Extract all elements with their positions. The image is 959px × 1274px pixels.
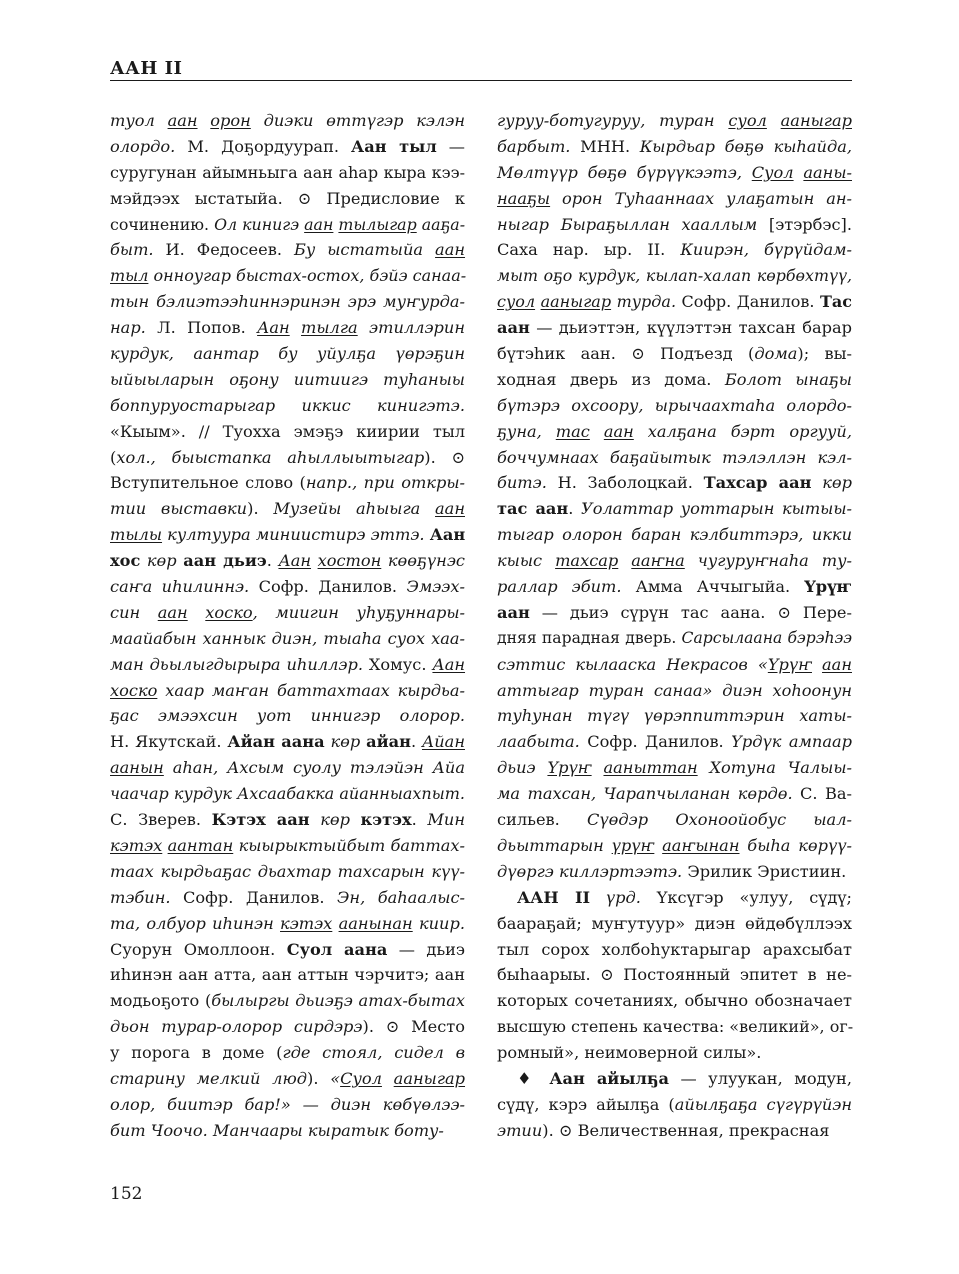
header-rule	[110, 80, 852, 81]
text-line: быһаарыы. ⊙ Постоянный эпитет в не-	[497, 965, 852, 985]
text-line: бүтэрэ охсоору, ырычаахтаһа олордо-	[497, 395, 852, 415]
text-line: тас аан. Уолаттар уоттарын кытыы-	[497, 499, 853, 519]
text-line: ходная дверь из дома. Болот ынаҕы	[497, 369, 852, 389]
text-line: барбыт. МНН. Кырдьар бөҕө кыһайда,	[497, 136, 852, 156]
text-line: суругунан айымньыга аан аһар кыра кээ-	[110, 162, 465, 182]
text-line: кыыс тахсар ааҥна чугуруҥнаһа ту-	[497, 551, 852, 571]
text-line: старину мелкий люд). «Суол ааныгар	[110, 1068, 466, 1088]
text-line: туол аан орон диэки өттүгэр кэлэн	[110, 111, 465, 130]
text-line: С. Зверев. Кэтэх аан көр кэтэх. Мин	[110, 810, 465, 830]
text-line: бүтэһик аан. ⊙ Подъезд (дома); вы-	[497, 344, 852, 364]
text-line: кэтэх аантан кыырыктыйбыт баттах-	[110, 835, 465, 855]
text-line: (хол., быыстапка аһыллыытыгар). ⊙	[110, 447, 466, 467]
text-line: тын бэлиэтээһиннэринэн эрэ муҥурда-	[110, 292, 465, 312]
text-line: сочинению. Ол кинигэ аан тылыгар ааҕа-	[110, 214, 466, 234]
text-line: ААН II үрд. Үксүгэр «улуу, сүдү;	[517, 887, 852, 907]
text-line: Суорун Омоллоон. Суол аана — дьиэ	[110, 939, 465, 959]
text-line: ма тахсан, Чарапчыланан көрдө. С. Ва-	[497, 784, 852, 804]
text-line: таах кырдьаҕас дьахтар тахсарын күү-	[110, 861, 465, 881]
text-line: ♦ Аан айылҕа — улуукан, модун,	[517, 1068, 852, 1088]
text-line: «Кыым». // Туохха эмэҕэ киирии тыл	[110, 421, 465, 441]
text-line: дьиэ Үрүҥ ааныттан Хотуна Чалыы-	[497, 758, 853, 778]
text-line: син аан хоско, миигин уһуҕуннары-	[110, 602, 465, 622]
left-column	[110, 108, 465, 1144]
text-line: ҕас эмээхсин уот иннигэр олорор.	[110, 706, 465, 726]
text-line: та, олбуор иһинэн кэтэх аанынан киир.	[110, 913, 465, 933]
text-line: боппуруостарыгар иккис кинигэтэ.	[110, 395, 465, 415]
text-line: ыйыыларын оҕону иитиигэ туһаныы	[110, 369, 465, 389]
text-line: тылы култуура миниистирэ эттэ. Аан	[110, 525, 466, 545]
text-line: гуруу-ботугуруу, туран суол ааныгар	[497, 111, 852, 130]
text-line: дьон турар-олорор сирдэрэ). ⊙ Место	[110, 1017, 465, 1037]
text-line: аан — дьиэттэн, күүлэттэн тахсан барар	[497, 318, 852, 338]
page-number: 152	[110, 1184, 143, 1204]
text-line: иһинэн аан атта, аан аттын чэрчитэ; аан	[110, 965, 465, 985]
text-line: которых сочетаниях, обычно обозначает	[497, 991, 852, 1011]
text-line: тыл сорох холбоһуктарыгар арахсыбат	[497, 939, 852, 959]
text-line: дняя парадная дверь. Сарсылаана бэрэһээ	[497, 628, 853, 647]
text-line: курдук, аантар бу уйулҕа үөрэҕин	[110, 344, 465, 364]
text-line: высшую степень качества: «великий», ог-	[497, 1017, 854, 1037]
text-line: мыт оҕо курдук, кылап-халап көрбөхтүү,	[497, 266, 852, 286]
text-line: чаачар курдук Ахсаабакка айанныахпыт.	[110, 784, 465, 804]
text-line: ромный», неимоверной силы».	[497, 1043, 762, 1063]
text-line: хос көр аан дьиэ. Аан хостон көөҕүнэс	[110, 551, 465, 571]
text-line: нар. Л. Попов. Аан тылга этиллэрин	[110, 318, 465, 338]
text-line: быт. И. Федосеев. Бу ыстатыйа аан	[110, 240, 466, 260]
text-line: маайабын ханнык диэн, тыаһа суох хаа-	[110, 628, 465, 648]
text-line: этии). ⊙ Величественная, прекрасная	[497, 1120, 830, 1140]
text-line: сильев. Сүөдэр Охоноойобус ыал-	[497, 810, 852, 830]
text-line: аан — дьиэ сүрүн тас аана. ⊙ Пере-	[497, 602, 852, 622]
text-line: ныгар Быраҕыллан хааллым [этэрбэс].	[497, 214, 853, 234]
text-line: сэттис кылааска Некрасов «Үрүҥ аан	[497, 654, 852, 674]
text-line: дүөргэ киллэртээтэ. Эрилик Эристиин.	[497, 861, 847, 881]
text-line: у порога в доме (где стоял, сидел в	[110, 1043, 465, 1063]
text-line: ман дьылыгдырыра иһиллэр. Хомус. Аан	[110, 654, 466, 674]
text-line: дьыттарын үрүҥ ааҥынан быһа көрүү-	[497, 835, 852, 855]
text-line: мэйдээх ыстатыйа. ⊙ Предисловие к	[110, 188, 465, 208]
text-line: баараҕай; муҥутуур» диэн өйдөбүллээх	[497, 913, 852, 933]
text-line: тэбин. Софр. Данилов. Эн, баһаалыс-	[110, 887, 465, 907]
text-line: нааҕы орон Туһааннаах улаҕатын ан-	[497, 188, 852, 208]
text-line: тии выставки). Музейы аһыыга аан	[110, 499, 465, 519]
text-line: олор, биитэр бар!» — диэн көбүөлээ-	[110, 1094, 465, 1114]
text-line: тыл онноугар быстах-остох, бэйэ санаа-	[110, 266, 467, 286]
text-line: саҥа иһилиннэ. Софр. Данилов. Эмээх-	[110, 577, 465, 597]
text-line: аттыгар туран санаа» диэн хоһоонун	[497, 680, 852, 700]
text-line: сүдү, кэрэ айылҕа (айылҕаҕа сүгүрүйэн	[497, 1094, 853, 1114]
right-column	[497, 108, 852, 1144]
text-line: ҕуна, тас аан халҕана бэрт оргууй,	[497, 421, 852, 441]
text-line: Мөлтүүр бөҕө бүрүүкээтэ, Суол ааны-	[497, 162, 852, 182]
text-line: битэ. Н. Заболоцкай. Тахсар аан көр	[497, 473, 852, 493]
text-line: лаабыта. Софр. Данилов. Үрдүк ампаар	[497, 732, 852, 752]
text-line: модьоҕото (былыргы дьиэҕэ атах-бытах	[110, 991, 465, 1011]
text-line: тыгар олорон баран кэлбиттэрэ, икки	[497, 525, 852, 545]
text-line: Саха нар. ыр. II. Киирэн, бүрүйдам-	[497, 240, 852, 260]
text-line: боччумнаах баҕайытык тэлэллэн кэл-	[497, 447, 852, 467]
text-line: аанын аһан, Ахсым суолу тэлэйэн Айа	[110, 758, 465, 778]
text-line: Вступительное слово (напр., при откры-	[110, 473, 465, 493]
text-line: Н. Якутскай. Айан аана көр айан. Айан	[110, 732, 465, 752]
running-header: ААН II	[110, 58, 183, 79]
text-line: суол ааныгар турда. Софр. Данилов. Тас	[497, 292, 853, 312]
text-line: раллар эбит. Амма Аччыгыйа. Үрүҥ	[497, 577, 852, 597]
text-line: бит Чоочо. Манчаары кыратык боту-	[110, 1120, 444, 1140]
text-line: хоско хаар маҥан баттахтаах кырдьа-	[110, 680, 465, 700]
text-line: туһунан түгү үөрэппиттэрин хаты-	[497, 706, 852, 726]
text-line: олордо. М. Доҕордуурап. Аан тыл —	[110, 136, 465, 156]
